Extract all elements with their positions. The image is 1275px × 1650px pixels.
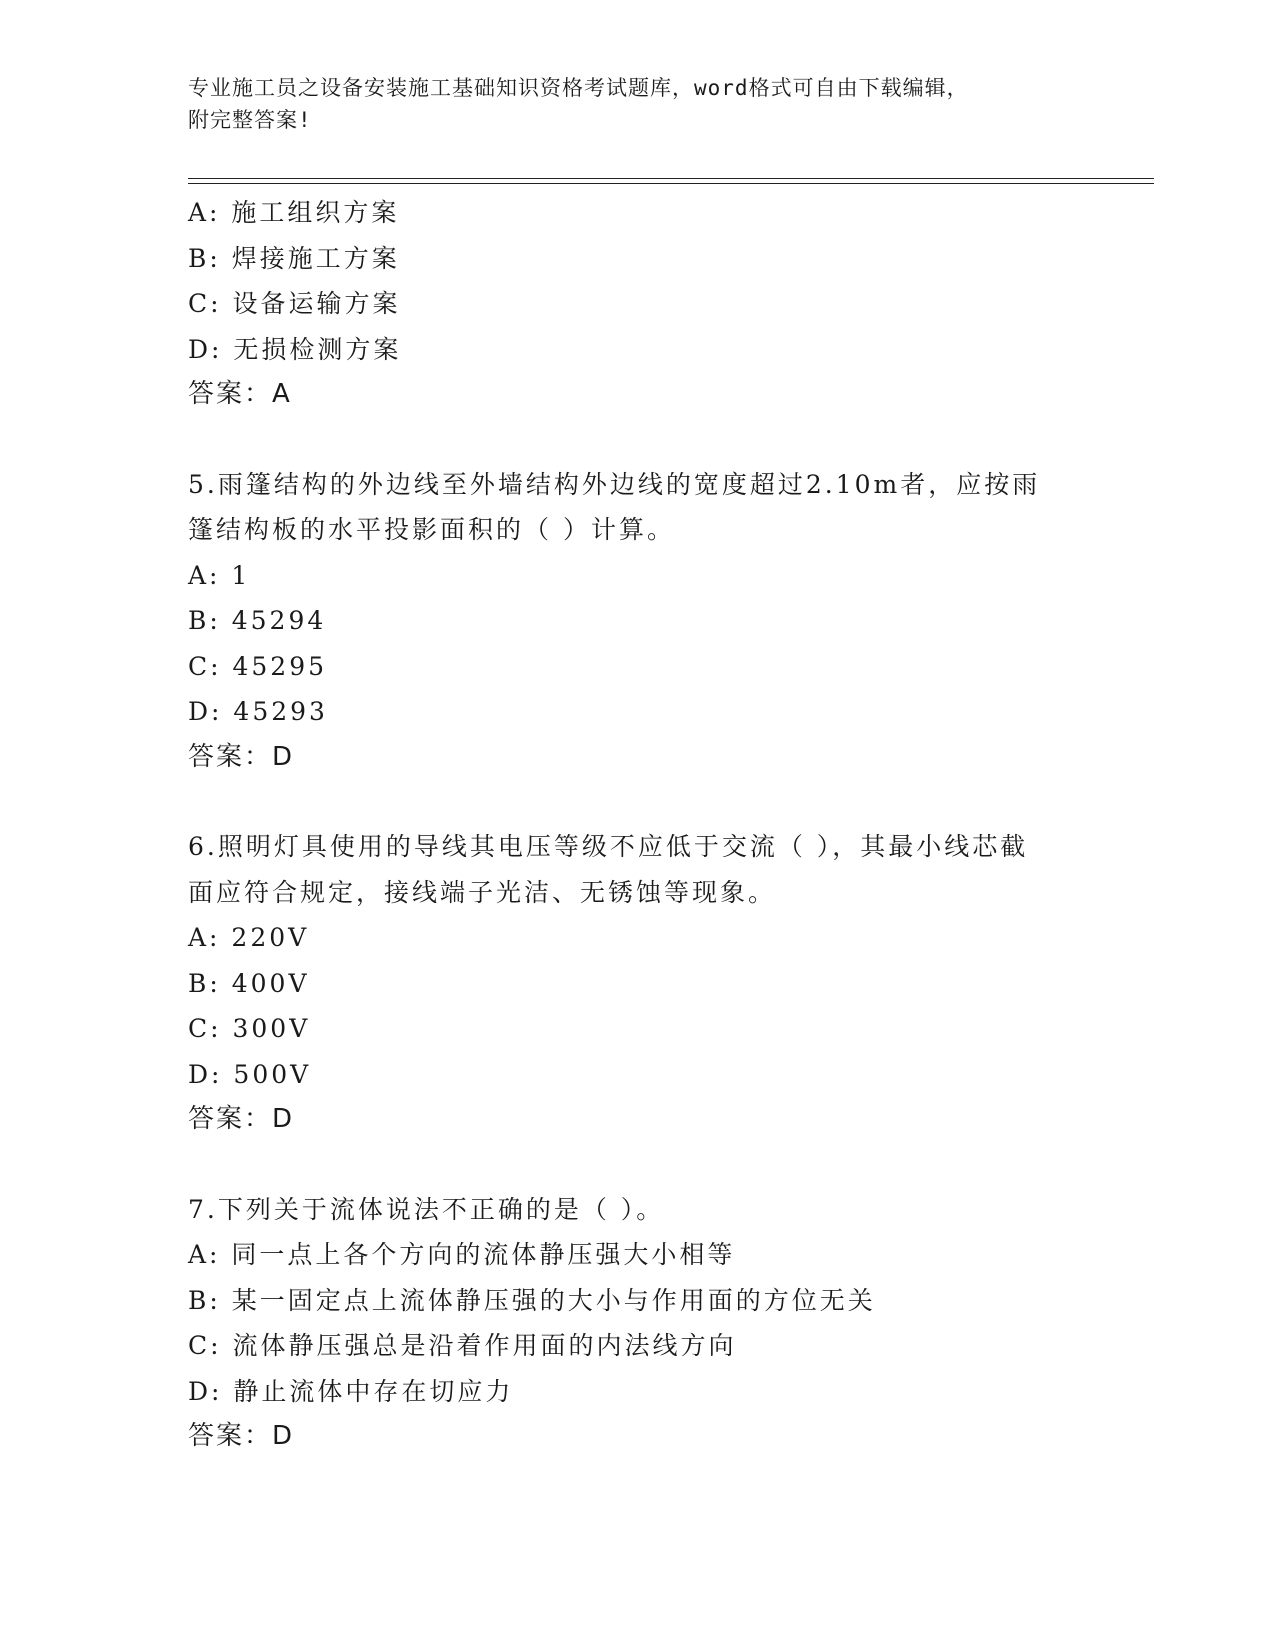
option-b: B: 某一固定点上流体静压强的大小与作用面的方位无关 bbox=[188, 1285, 876, 1315]
option-a: A: 220V bbox=[188, 923, 310, 952]
header-divider bbox=[188, 178, 1154, 184]
question-7 bbox=[188, 1187, 1088, 1460]
option-c: C: 300V bbox=[188, 1014, 311, 1043]
question-list bbox=[188, 190, 1088, 1460]
question-5 bbox=[188, 462, 1088, 781]
option-d: D: 45293 bbox=[188, 697, 328, 726]
header-line-1: 专业施工员之设备安装施工基础知识资格考试题库，word格式可自由下载编辑， bbox=[188, 76, 969, 100]
option-d: D: 无损检测方案 bbox=[188, 334, 402, 364]
question-stem: 7.下列关于流体说法不正确的是（ ）。 bbox=[188, 1194, 665, 1224]
answer-line: 答案：A bbox=[188, 379, 292, 409]
question-stem: 6.照明灯具使用的导线其电压等级不应低于交流（ ），其最小线芯截 bbox=[188, 832, 1029, 861]
option-c: C: 设备运输方案 bbox=[188, 289, 401, 318]
question-fragment bbox=[188, 190, 1088, 418]
option-d: D: 500V bbox=[188, 1059, 312, 1089]
option-a: A: 施工组织方案 bbox=[188, 198, 400, 227]
answer-line: 答案：D bbox=[188, 1421, 295, 1451]
question-stem: 面应符合规定，接线端子光洁、无锈蚀等现象。 bbox=[188, 877, 777, 907]
option-b: B: 400V bbox=[188, 968, 310, 998]
option-d: D: 静止流体中存在切应力 bbox=[188, 1376, 514, 1406]
header-line-2: 附完整答案! bbox=[188, 108, 312, 132]
option-a: A: 1 bbox=[188, 560, 251, 590]
question-stem: 篷结构板的水平投影面积的（ ）计算。 bbox=[188, 515, 675, 544]
question-6 bbox=[188, 824, 1088, 1143]
option-a: A: 同一点上各个方向的流体静压强大小相等 bbox=[188, 1240, 736, 1269]
option-b: B: 45294 bbox=[188, 606, 327, 635]
question-stem: 5.雨篷结构的外边线至外墙结构外边线的宽度超过2.10m者，应按雨 bbox=[188, 469, 1041, 499]
option-c: C: 45295 bbox=[188, 651, 328, 681]
option-b: B: 焊接施工方案 bbox=[188, 243, 400, 273]
answer-line: 答案：D bbox=[188, 1104, 295, 1134]
option-c: C: 流体静压强总是沿着作用面的内法线方向 bbox=[188, 1331, 737, 1360]
page-header bbox=[188, 72, 1088, 136]
answer-line: 答案：D bbox=[188, 741, 295, 772]
